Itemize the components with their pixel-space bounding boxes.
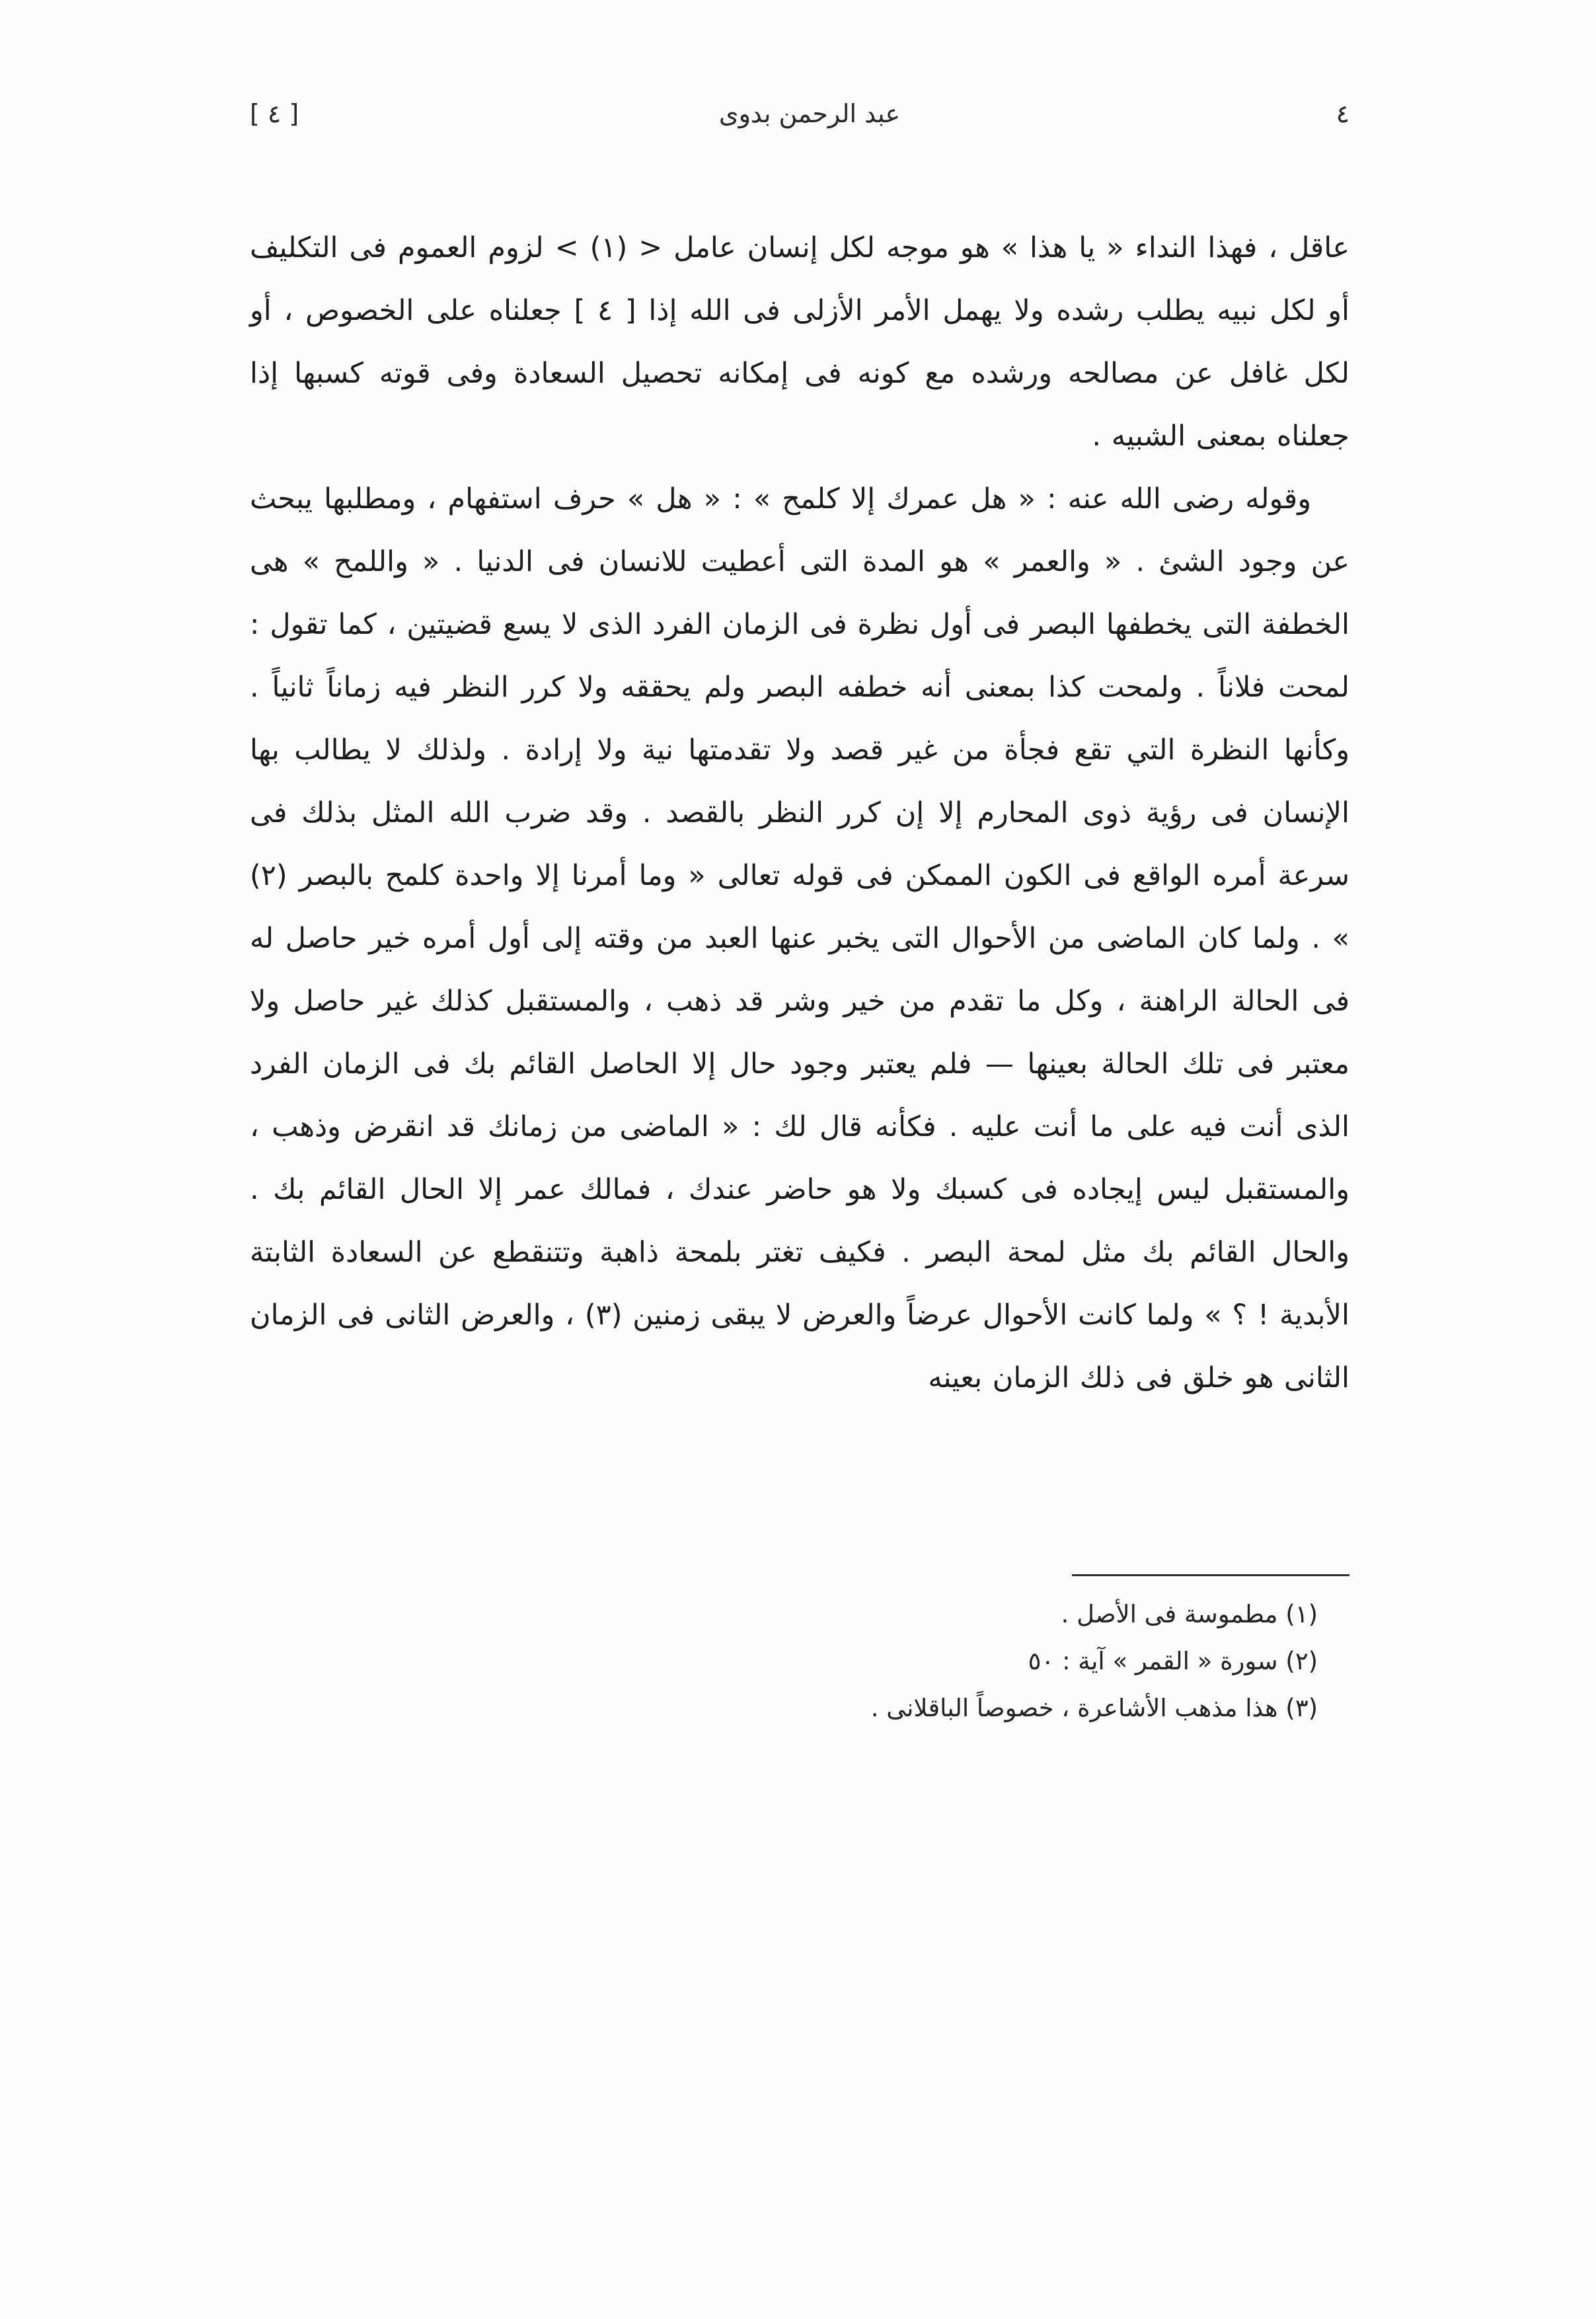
paragraph: عاقل ، فهذا النداء « يا هذا » هو موجه لكل إنسان عامل < (١) > لزوم العموم فى التكليف أو لكل نبيه يطلب رشده ولا يهمل الأمر الأزلى فى الله إذا [ ٤ ] جعلناه على الخصوص ، أو لكل غافل عن مصالحه ورشده مع كونه فى إمكانه تحصيل السعادة وفى قوته كسبها إذا جعلناه بمعنى الشبيه . xyxy=(250,231,1349,453)
page-number: ٤ xyxy=(1336,99,1349,128)
main-text-block xyxy=(250,217,1349,1410)
running-head-title: عبد الرحمن بدوى xyxy=(718,99,901,128)
footnote-item: (٢) سورة « القمر » آية : ٥٠ xyxy=(1028,1647,1318,1675)
footnote-divider xyxy=(1072,1574,1349,1576)
running-head xyxy=(250,99,1349,128)
footnote-item: (١) مطموسة فى الأصل . xyxy=(1061,1600,1318,1628)
folio-number: [ ٤ ] xyxy=(250,99,299,128)
footnote-item: (٣) هذا مذهب الأشاعرة ، خصوصاً الباقلانى . xyxy=(870,1694,1318,1722)
paragraph: وقوله رضى الله عنه : « هل عمرك إلا كلمح » : « هل » حرف استفهام ، ومطلبها يبحث عن وجود الشئ . « والعمر » هو المدة التى أعطيت للانسان فى الدنيا . « واللمح » هى الخطفة التى يخطفها البصر فى أول نظرة فى الزمان الفرد الذى لا يسع قضيتين ، كما تقول : لمحت فلاناً . ولمحت كذا بمعنى أنه خطفه البصر ولم يحققه ولا كرر النظر فيه زماناً ثانياً . وكأنها النظرة التي تقع فجأة من غير قصد ولا تقدمتها نية ولا إرادة . ولذلك لا يطالب بها الإنسان فى رؤية ذوى المحارم إلا إن كرر النظر بالقصد . وقد ضرب الله المثل بذلك فى سرعة أمره الواقع فى الكون الممكن فى قوله تعالى « وما أمرنا إلا واحدة كلمح بالبصر (٢) » . ولما كان الماضى من الأحوال التى يخبر عنها العبد من وقته إلى أول أمره خير حاصل له فى الحالة الراهنة ، وكل ما تقدم من خير وشر قد ذهب ، والمستقبل كذلك غير حاصل ولا معتبر فى تلك الحالة بعينها — فلم يعتبر وجود حال إلا الحاصل القائم بك فى الزمان الفرد الذى أنت فيه على ما أنت عليه . فكأنه قال لك : « الماضى من زمانك قد انقرض وذهب ، والمستقبل ليس إيجاده فى كسبك ولا هو حاضر عندك ، فمالك عمر إلا الحال القائم بك . والحال القائم بك مثل لمحة البصر . فكيف تغتر بلمحة ذاهبة وتتنقطع عن السعادة الثابتة الأبدية ! ؟ » ولما كانت الأحوال عرضاً والعرض لا يبقى زمنين (٣) ، والعرض الثانى فى الزمان الثانى هو خلق فى ذلك الزمان بعينه xyxy=(250,482,1349,1394)
footnotes-section xyxy=(250,1574,1349,1731)
